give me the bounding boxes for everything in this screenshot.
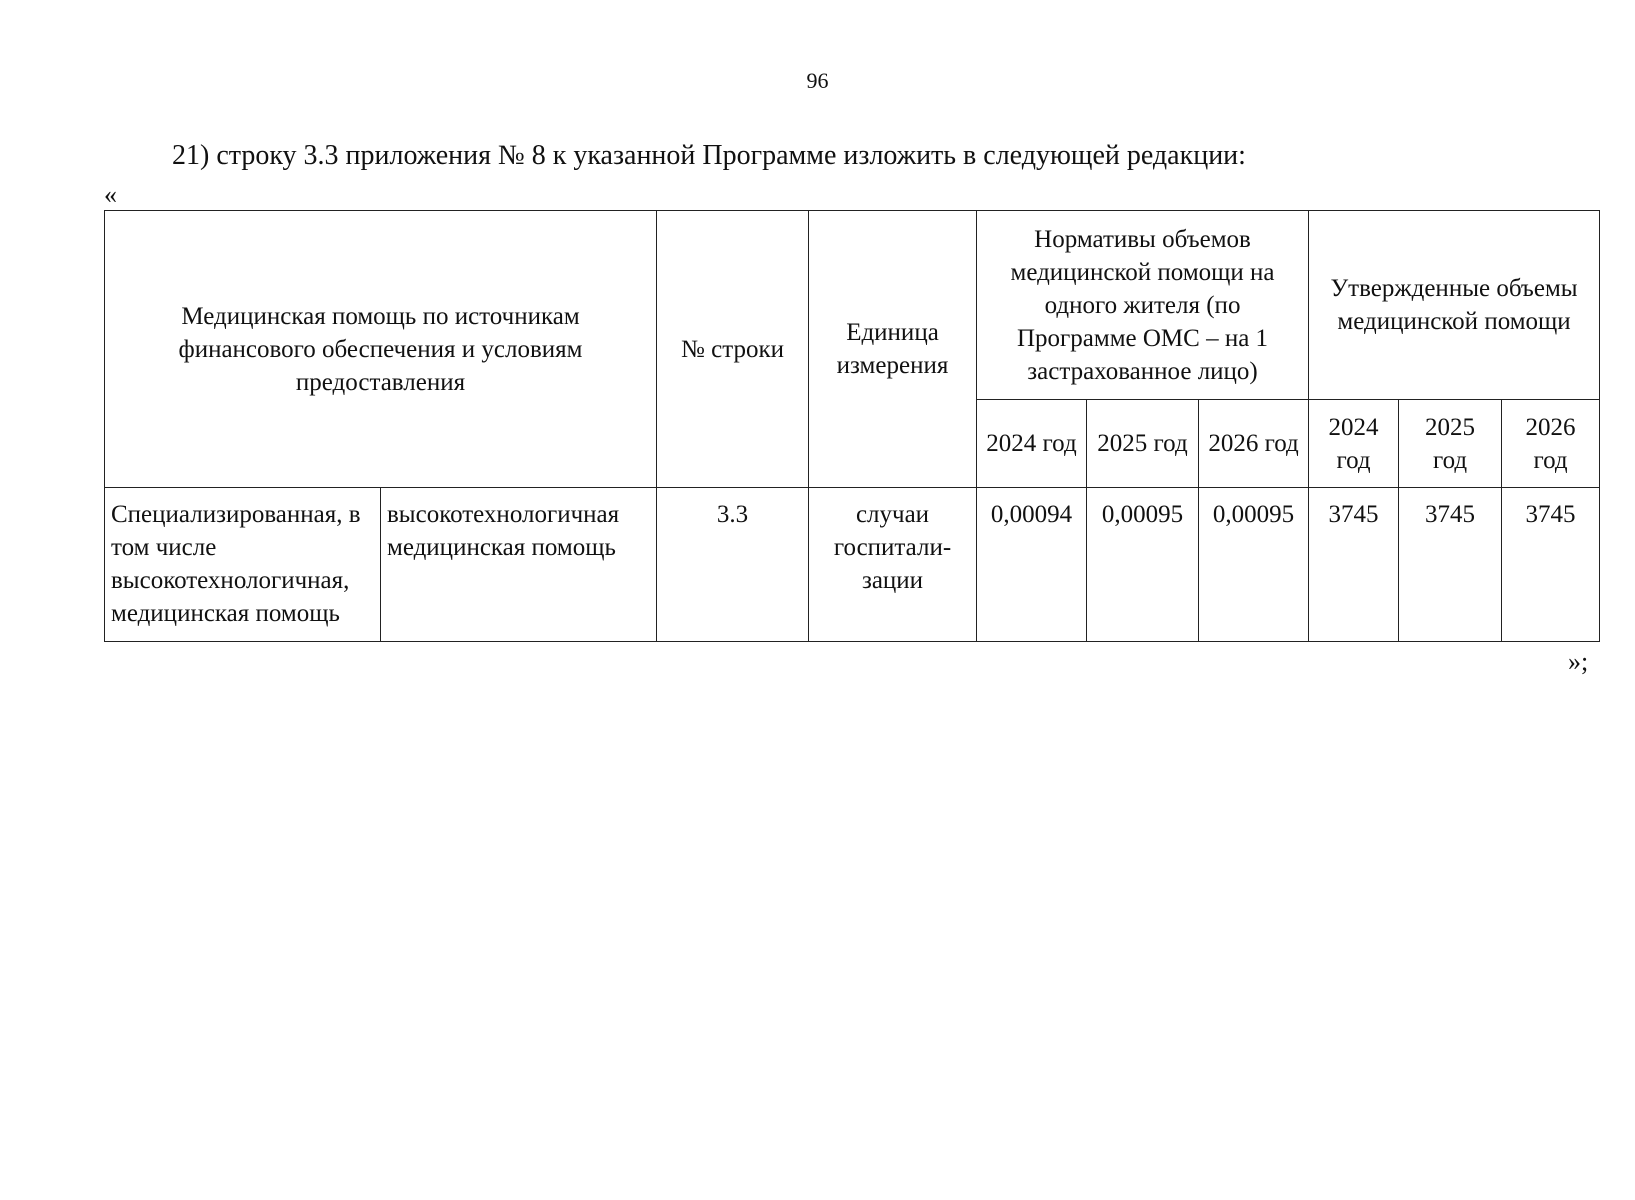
header-year: 2025 год <box>1399 400 1502 488</box>
cell-approved-2025: 3745 <box>1399 488 1502 642</box>
header-row-1 <box>105 211 1600 400</box>
cell-assistance-type: Специализированная, в том числе высокотехнологичная, медицинская помощь <box>105 488 381 642</box>
header-approved: Утвержденные объемы медицинской помощи <box>1309 211 1600 400</box>
cell-norm-2024: 0,00094 <box>977 488 1087 642</box>
header-year: 2024 год <box>977 400 1087 488</box>
cell-unit: случаи госпитали-зации <box>809 488 977 642</box>
page-number: 96 <box>806 68 829 93</box>
program-table <box>104 210 1600 642</box>
intro-text: 21) строку 3.3 приложения № 8 к указанной Программе изложить в следующей редакции: <box>172 140 1246 171</box>
header-year: 2024 год <box>1309 400 1399 488</box>
cell-norm-2026: 0,00095 <box>1199 488 1309 642</box>
cell-approved-2026: 3745 <box>1502 488 1600 642</box>
header-assistance-type: Медицинская помощь по источникам финансового обеспечения и условиям предоставления <box>105 211 657 488</box>
header-norms: Нормативы объемов медицинской помощи на одного жителя (по Программе ОМС – на 1 застрахованное лицо) <box>977 211 1309 400</box>
cell-line-number: 3.3 <box>657 488 809 642</box>
close-quote: »; <box>1568 647 1589 676</box>
table-row <box>105 488 1600 642</box>
open-quote: « <box>104 180 117 209</box>
header-year: 2026 год <box>1199 400 1309 488</box>
cell-approved-2024: 3745 <box>1309 488 1399 642</box>
cell-norm-2025: 0,00095 <box>1087 488 1199 642</box>
header-line-number: № строки <box>657 211 809 488</box>
header-unit: Единица измерения <box>809 211 977 488</box>
header-year: 2025 год <box>1087 400 1199 488</box>
header-year: 2026 год <box>1502 400 1600 488</box>
cell-assistance-subtype: высокотехнологичная медицинская помощь <box>381 488 657 642</box>
